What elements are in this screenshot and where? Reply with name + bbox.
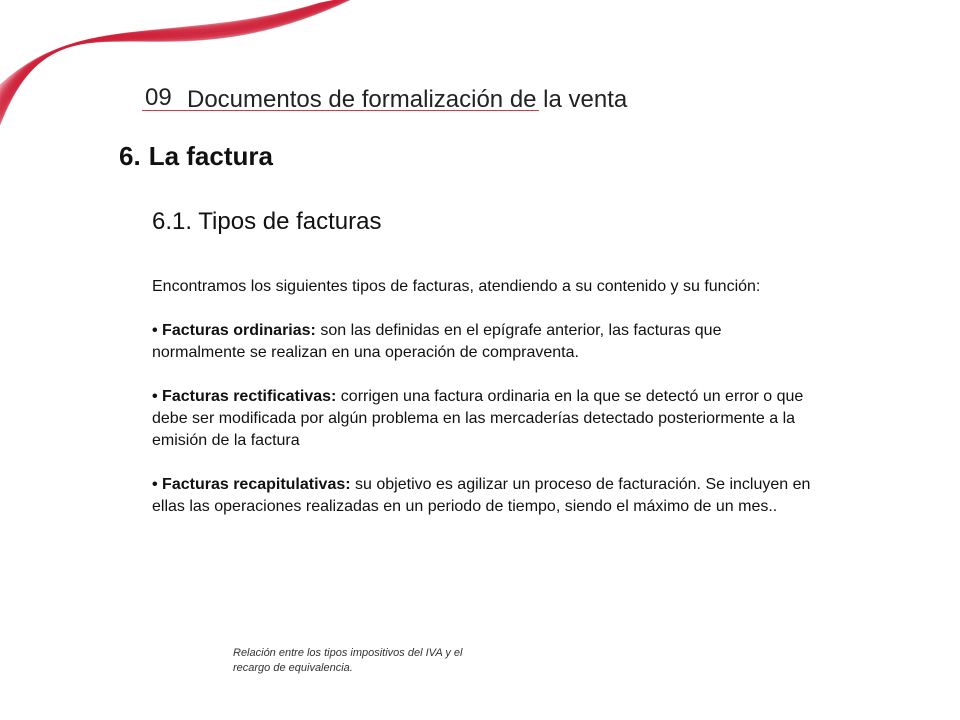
list-item <box>152 474 812 518</box>
list-item <box>152 320 812 364</box>
image-caption: Relación entre los tipos impositivos del IVA y el recargo de equivalencia. <box>233 647 463 674</box>
body-text <box>152 276 812 540</box>
section-number: 6. <box>119 141 141 171</box>
subsection-heading: 6.1. Tipos de facturas <box>152 208 382 235</box>
item-text: corrigen una factura ordinaria en la que se detectó un error o que debe ser modificada por algún problema en las mercaderías detectado posteriormente a la emisión de la factura <box>152 388 804 449</box>
unit-title: Documentos de formalización de la venta <box>187 86 628 113</box>
section-title: La factura <box>148 141 273 171</box>
section-heading <box>119 141 273 172</box>
item-label: • Facturas ordinarias: <box>152 322 316 339</box>
item-label: • Facturas recapitulativas: <box>152 476 351 493</box>
list-item <box>152 386 812 452</box>
item-label: • Facturas rectificativas: <box>152 388 337 405</box>
ribbon-strand <box>0 3 320 85</box>
intro-paragraph: Encontramos los siguientes tipos de facturas, atendiendo a su contenido y su función: <box>152 278 761 295</box>
unit-number: 09 <box>145 84 172 111</box>
item-text: son las definidas en el epígrafe anterior, las facturas que normalmente se realizan en una operación de compraventa. <box>152 322 722 361</box>
title-underline <box>142 110 539 111</box>
item-text: su objetivo es agilizar un proceso de facturación. Se incluyen en ellas las operaciones realizadas en un periodo de tiempo, siendo el máximo de un mes.. <box>152 476 811 515</box>
ribbon-strand <box>0 3 321 86</box>
decorative-ribbon-graphic <box>0 0 380 140</box>
